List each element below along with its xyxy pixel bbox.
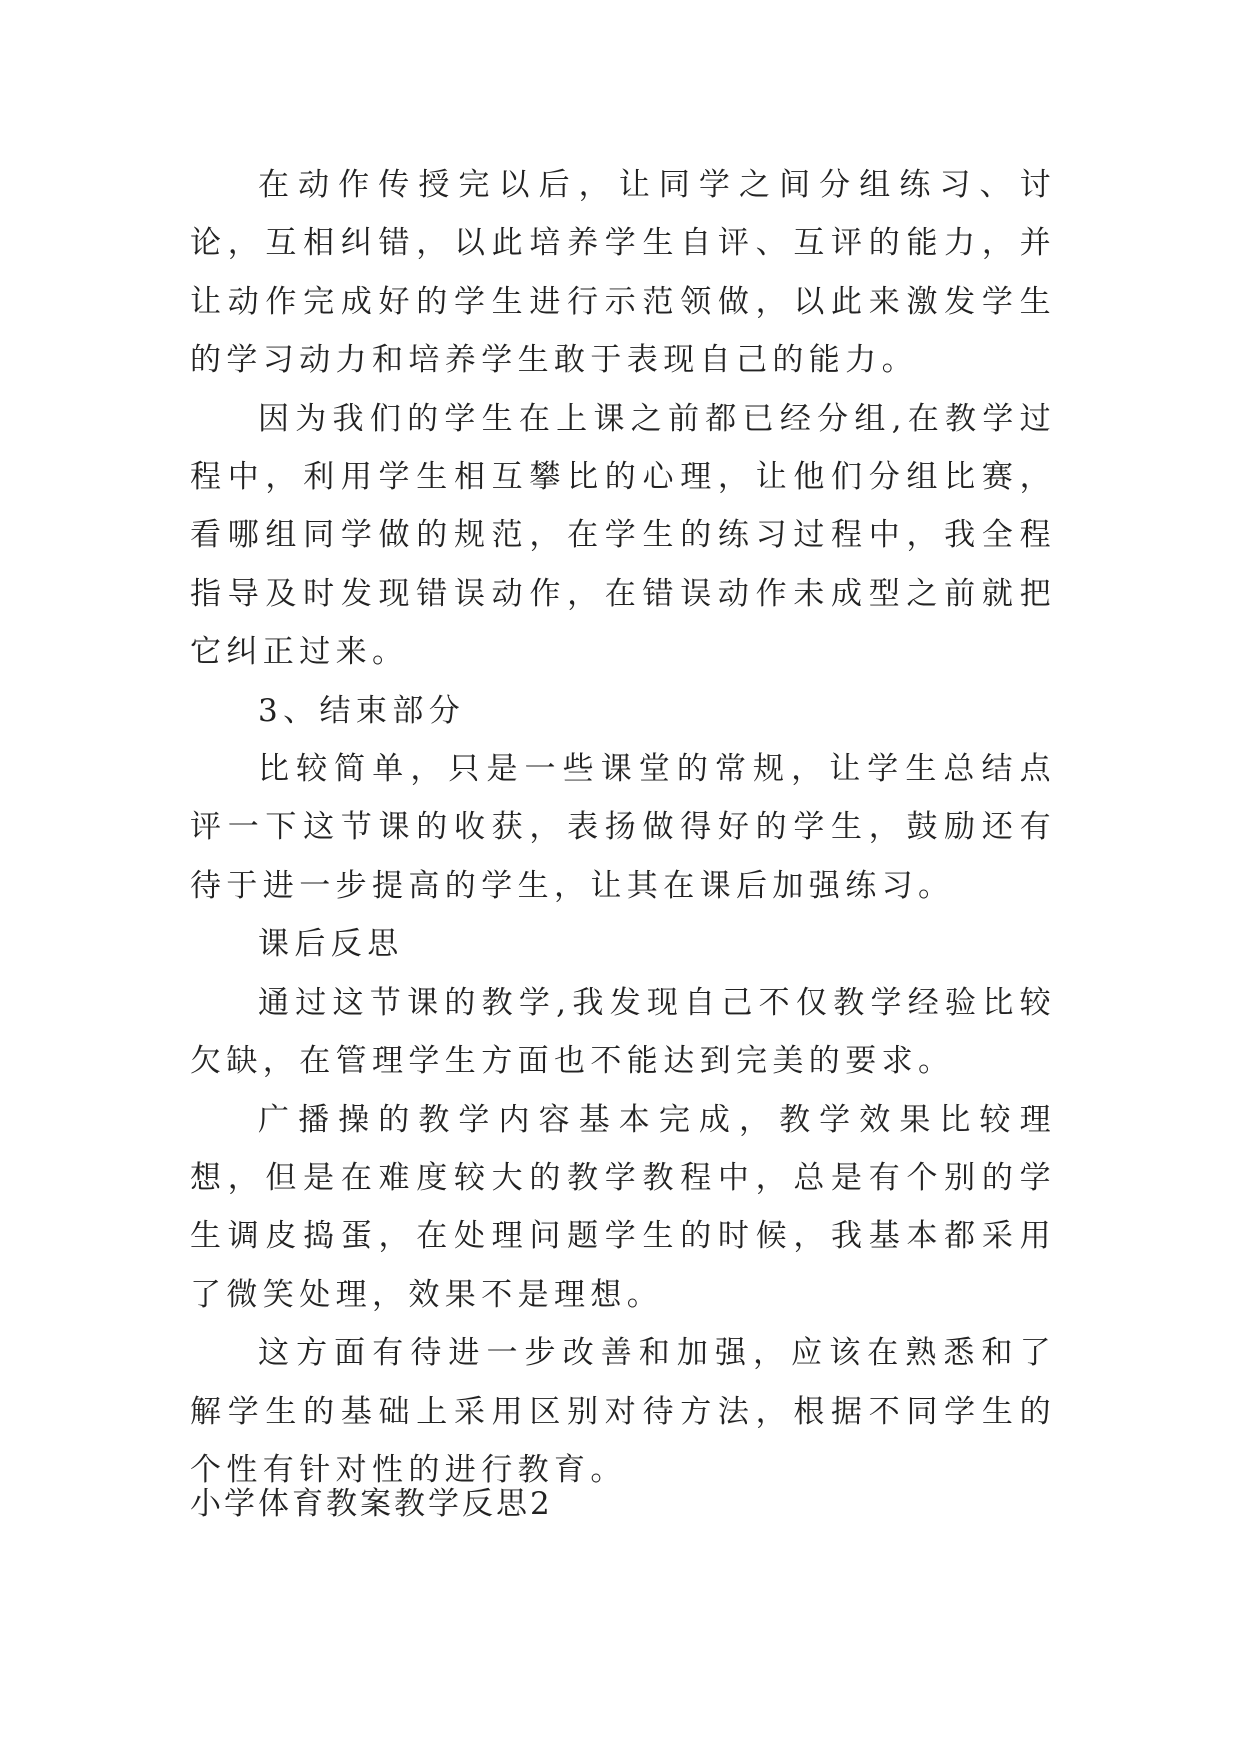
paragraph: 在动作传授完以后，让同学之间分组练习、讨论，互相纠错，以此培养学生自评、互评的能力，并让动作完成好的学生进行示范领做，以此来激发学生的学习动力和培养学生敢于表现自己的能力。: [190, 167, 1056, 379]
paragraph: 通过这节课的教学,我发现自己不仅教学经验比较欠缺，在管理学生方面也不能达到完美的要求。: [190, 984, 1056, 1080]
paragraph: 比较简单，只是一些课堂的常规，让学生总结点评一下这节课的收获，表扬做得好的学生，鼓励还有待于进一步提高的学生，让其在课后加强练习。: [190, 751, 1056, 904]
paragraph: 广播操的教学内容基本完成，教学效果比较理想，但是在难度较大的教学教程中，总是有个别的学生调皮捣蛋，在处理问题学生的时候，我基本都采用了微笑处理，效果不是理想。: [190, 1101, 1056, 1313]
paragraph: 这方面有待进一步改善和加强，应该在熟悉和了解学生的基础上采用区别对待方法，根据不同学生的个性有针对性的进行教育。: [190, 1335, 1056, 1488]
section-heading-reflection: 课后反思: [258, 926, 404, 963]
section-heading-ending: 3、结束部分: [258, 692, 466, 729]
next-document-title: 小学体育教案教学反思2: [190, 1486, 553, 1522]
paragraph: 因为我们的学生在上课之前都已经分组,在教学过程中，利用学生相互攀比的心理，让他们分组比赛，看哪组同学做的规范，在学生的练习过程中，我全程指导及时发现错误动作，在错误动作未成型之前就把它纠正过来。: [190, 400, 1056, 671]
document-body: [190, 156, 1056, 1499]
